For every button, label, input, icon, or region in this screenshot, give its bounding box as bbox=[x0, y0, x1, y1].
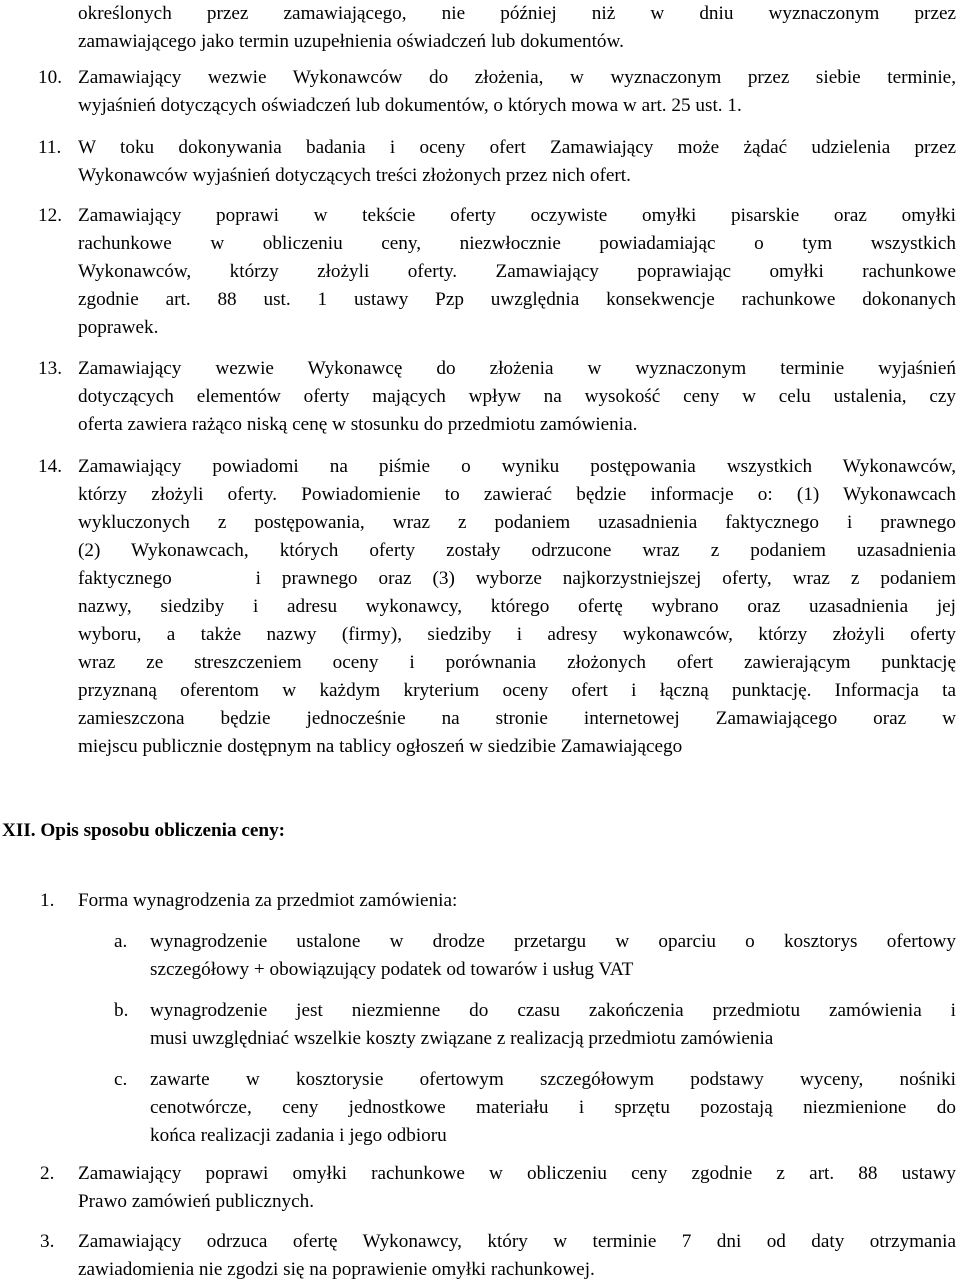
item-number: 2. bbox=[40, 1163, 55, 1184]
text-line: zawarte w kosztorysie ofertowym szczegółowym podstawy wyceny, nośniki bbox=[150, 1069, 956, 1090]
text-line: faktycznego i prawnego oraz (3) wyborze najkorzystniejszej oferty, wraz z podaniem bbox=[78, 568, 956, 589]
text-line: Zamawiający wezwie Wykonawcę do złożenia w wyznaczonym terminie wyjaśnień bbox=[78, 358, 956, 379]
text-line: zgodnie art. 88 ust. 1 ustawy Pzp uwzględnia konsekwencje rachunkowe dokonanych bbox=[78, 289, 956, 310]
text-line: dotyczących elementów oferty mających wpływ na wysokość ceny w celu ustalenia, czy bbox=[78, 386, 956, 407]
subitem-letter: a. bbox=[114, 931, 128, 952]
text-line: przyznaną oferentom w każdym kryterium oceny ofert i łączną punktację. Informacja ta bbox=[78, 680, 956, 701]
text-line: rachunkowe w obliczeniu ceny, niezwłocznie powiadamiając o tym wszystkich bbox=[78, 233, 956, 254]
item-number: 3. bbox=[40, 1231, 55, 1252]
text-line: wykluczonych z postępowania, wraz z podaniem uzasadnienia faktycznego i prawnego bbox=[78, 512, 956, 533]
list-item-14 bbox=[78, 453, 956, 761]
item-number: 11. bbox=[38, 137, 62, 158]
text-line: Zamawiający odrzuca ofertę Wykonawcy, który w terminie 7 dni od daty otrzymania bbox=[78, 1231, 956, 1252]
section-heading: XII. Opis sposobu obliczenia ceny: bbox=[2, 820, 286, 841]
text-line: określonych przez zamawiającego, nie później niż w dniu wyznaczonym przez bbox=[78, 3, 956, 24]
item-number: 1. bbox=[40, 890, 55, 911]
list-item-10 bbox=[78, 64, 956, 120]
price-item-1 bbox=[78, 887, 956, 915]
item-number: 10. bbox=[38, 67, 62, 88]
text-line: wynagrodzenie ustalone w drodze przetargu w oparciu o kosztorys ofertowy bbox=[150, 931, 956, 952]
text-line: cenotwórcze, ceny jednostkowe materiału i sprzętu pozostają niezmienione do bbox=[150, 1097, 956, 1118]
text-line: nazwy, siedziby i adresu wykonawcy, którego ofertę wybrano oraz uzasadnienia jej bbox=[78, 596, 956, 617]
price-item-2 bbox=[78, 1160, 956, 1216]
text-line: wyjaśnień dotyczących oświadczeń lub dokumentów, o których mowa w art. 25 ust. 1. bbox=[78, 95, 742, 116]
subitem-c bbox=[150, 1066, 956, 1150]
text-line: końca realizacji zadania i jego odbioru bbox=[150, 1125, 447, 1146]
text-line: Zamawiający wezwie Wykonawców do złożenia, w wyznaczonym przez siebie terminie, bbox=[78, 67, 956, 88]
list-item-11 bbox=[78, 134, 956, 190]
text-line: wraz ze streszczeniem oceny i porównania złożonych ofert zawierającym punktację bbox=[78, 652, 956, 673]
text-line: zamieszczona będzie jednocześnie na stronie internetowej Zamawiającego oraz w bbox=[78, 708, 956, 729]
text-line: Wykonawców, którzy złożyli oferty. Zamawiający poprawiając omyłki rachunkowe bbox=[78, 261, 956, 282]
item-number: 14. bbox=[38, 456, 62, 477]
text-line: wynagrodzenie jest niezmienne do czasu zakończenia przedmiotu zamówienia i bbox=[150, 1000, 956, 1021]
text-line: Forma wynagrodzenia za przedmiot zamówienia: bbox=[78, 890, 458, 911]
text-line: zamawiającego jako termin uzupełnienia oświadczeń lub dokumentów. bbox=[78, 31, 624, 52]
subitem-letter: c. bbox=[114, 1069, 128, 1090]
text-line: (2) Wykonawcach, których oferty zostały odrzucone wraz z podaniem uzasadnienia bbox=[78, 540, 956, 561]
continuation-paragraph bbox=[78, 0, 956, 56]
text-line: szczegółowy + obowiązujący podatek od towarów i usług VAT bbox=[150, 959, 634, 980]
item-number: 13. bbox=[38, 358, 62, 379]
text-line: Zamawiający powiadomi na piśmie o wyniku postępowania wszystkich Wykonawców, bbox=[78, 456, 956, 477]
text-line: W toku dokonywania badania i oceny ofert Zamawiający może żądać udzielenia przez bbox=[78, 137, 956, 158]
text-line: Prawo zamówień publicznych. bbox=[78, 1191, 315, 1212]
text-line: oferta zawiera rażąco niską cenę w stosunku do przedmiotu zamówienia. bbox=[78, 414, 638, 435]
text-line: Zamawiający poprawi w tekście oferty oczywiste omyłki pisarskie oraz omyłki bbox=[78, 205, 956, 226]
text-line: Wykonawców wyjaśnień dotyczących treści złożonych przez nich ofert. bbox=[78, 165, 631, 186]
price-item-3 bbox=[78, 1228, 956, 1284]
text-line: miejscu publicznie dostępnym na tablicy ogłoszeń w siedzibie Zamawiającego bbox=[78, 736, 683, 757]
text-line: zawiadomienia nie zgodzi się na poprawienie omyłki rachunkowej. bbox=[78, 1259, 595, 1280]
text-line: którzy złożyli oferty. Powiadomienie to zawierać będzie informacje o: (1) Wykonawcach bbox=[78, 484, 956, 505]
subitem-a bbox=[150, 928, 956, 984]
item-number: 12. bbox=[38, 205, 62, 226]
text-line: musi uwzględniać wszelkie koszty związane z realizacją przedmiotu zamówienia bbox=[150, 1028, 774, 1049]
subitem-b bbox=[150, 997, 956, 1053]
text-line: Zamawiający poprawi omyłki rachunkowe w obliczeniu ceny zgodnie z art. 88 ustawy bbox=[78, 1163, 956, 1184]
subitem-letter: b. bbox=[114, 1000, 129, 1021]
text-line: wyboru, a także nazwy (firmy), siedziby i adresy wykonawców, którzy złożyli oferty bbox=[78, 624, 956, 645]
text-line: poprawek. bbox=[78, 317, 159, 338]
list-item-12 bbox=[78, 202, 956, 342]
list-item-13 bbox=[78, 355, 956, 439]
